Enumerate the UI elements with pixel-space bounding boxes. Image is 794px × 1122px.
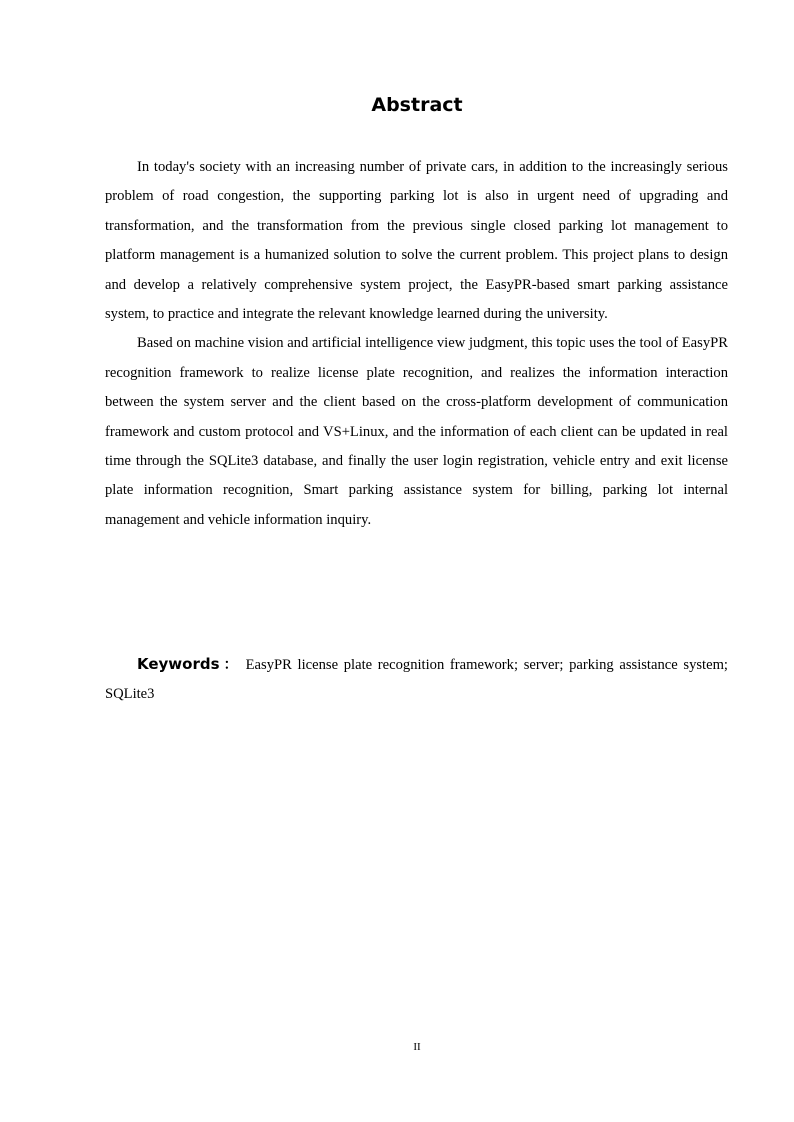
- keywords-text: EasyPR license plate recognition framework; server; parking assistance system; SQLite3: [105, 657, 728, 703]
- abstract-body: [105, 153, 728, 535]
- keywords-block: [105, 650, 728, 710]
- page-number: II: [413, 1041, 421, 1053]
- abstract-title: Abstract: [371, 94, 463, 116]
- keywords-colon: ：: [221, 657, 240, 673]
- abstract-paragraph-1: In today's society with an increasing number of private cars, in addition to the increasingly serious problem of road congestion, the supporting parking lot is also in urgent need of upgrading and transformation, and the transformation from the previous single closed parking lot management to platform management is a humanized solution to solve the current problem. This project plans to design and develop a relatively comprehensive system project, the EasyPR-based smart parking assistance system, to practice and integrate the relevant knowledge learned during the university.: [105, 159, 728, 323]
- abstract-paragraph-2: Based on machine vision and artificial intelligence view judgment, this topic uses the tool of EasyPR recognition framework to realize license plate recognition, and realizes the information interaction between the system server and the client based on the cross-platform development of communication framework and custom protocol and VS+Linux, and the information of each client can be updated in real time through the SQLite3 database, and finally the user login registration, vehicle entry and exit license plate information recognition, Smart parking assistance system for billing, parking lot internal management and vehicle information inquiry.: [105, 335, 728, 528]
- keywords-label: Keywords: [137, 655, 220, 673]
